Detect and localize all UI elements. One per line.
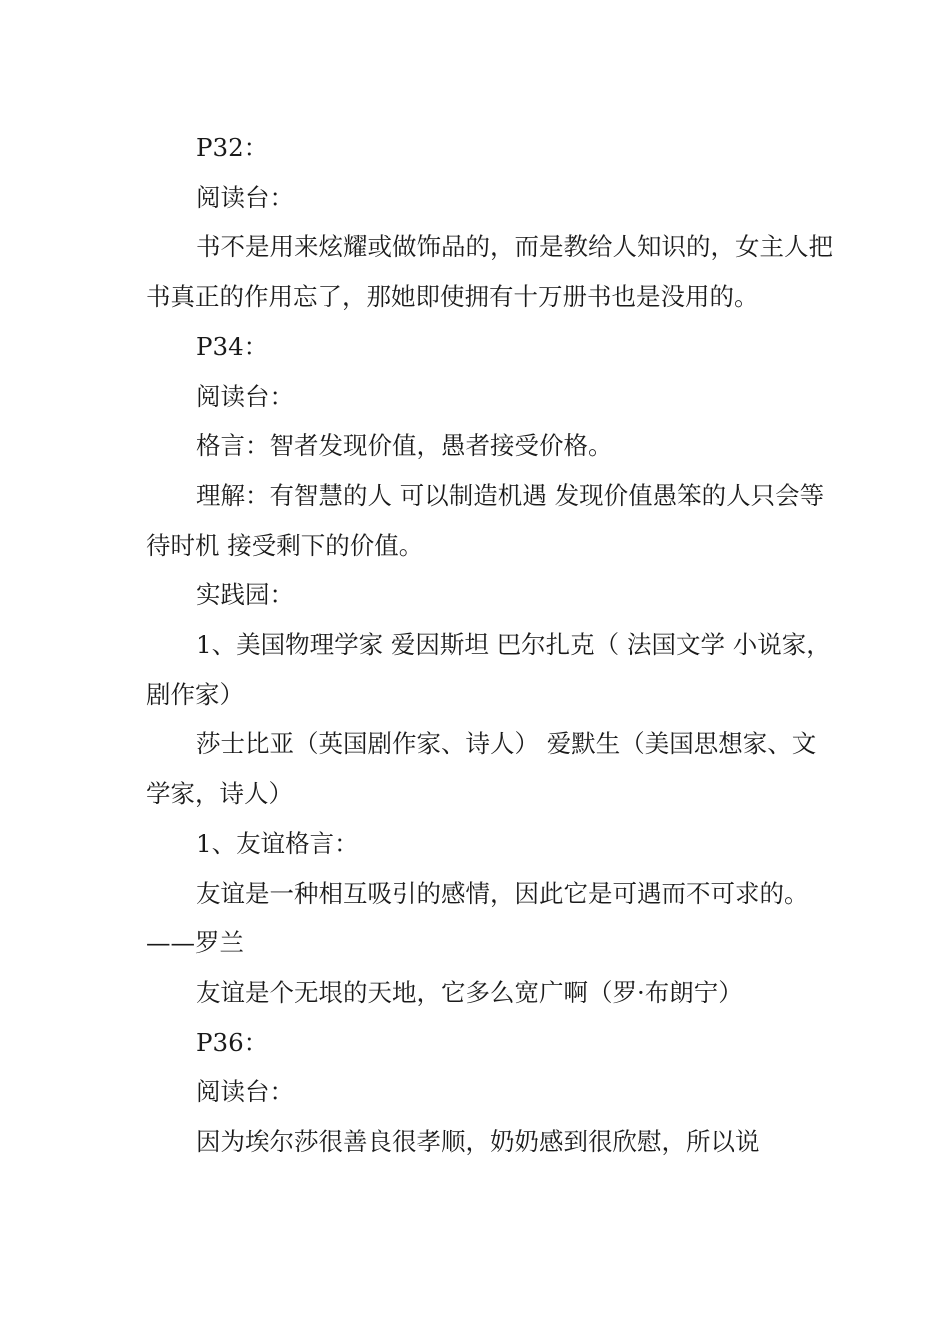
section-heading-practice: 实践园：: [196, 580, 294, 610]
quote-browning: 友谊是个无垠的天地，它多么宽广啊（罗·布朗宁）: [196, 977, 743, 1007]
document-body: [146, 123, 836, 1167]
paragraph-maxim: 格言：智者发现价值，愚者接受价格。: [196, 431, 613, 461]
paragraph-understanding: 理解：有智慧的人 可以制造机遇 发现价值愚笨的人只会等待时机 接受剩下的价值。: [146, 480, 825, 560]
page-ref-p34: P34：: [196, 331, 269, 361]
paragraph-book-purpose: 书不是用来炫耀或做饰品的，而是教给人知识的，女主人把书真正的作用忘了，那她即使拥有十万册书也是没用的。: [146, 232, 833, 312]
paragraph-elsa: 因为埃尔莎很善良很孝顺，奶奶感到很欣慰，所以说: [196, 1127, 760, 1157]
section-heading-reading: 阅读台：: [196, 182, 294, 212]
section-heading-friendship: 1、友谊格言：: [196, 828, 359, 858]
quote-romain-rolland: 友谊是一种相互吸引的感情，因此它是可遇而不可求的。 ——罗兰: [146, 878, 817, 958]
paragraph-famous-people-2: 莎士比亚（英国剧作家、诗人） 爱默生（美国思想家、文学家，诗人）: [146, 729, 817, 809]
section-heading-reading: 阅读台：: [196, 1077, 294, 1107]
page-ref-p32: P32：: [196, 133, 269, 162]
page-ref-p36: P36：: [196, 1027, 269, 1057]
paragraph-famous-people-1: 1、美国物理学家 爱因斯坦 巴尔扎克（ 法国文学 小说家，剧作家）: [146, 630, 831, 709]
section-heading-reading: 阅读台：: [196, 381, 294, 411]
